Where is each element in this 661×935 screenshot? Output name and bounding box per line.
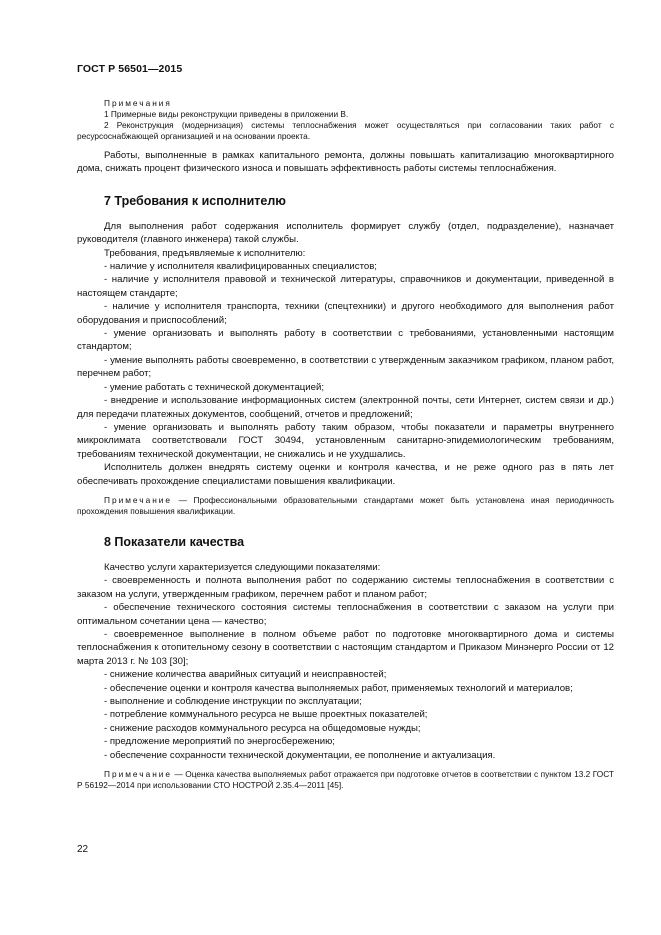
page-content (77, 98, 614, 791)
notes-block (77, 98, 614, 120)
list-item: - выполнение и соблюдение инструкции по эксплуатации; (104, 696, 362, 707)
paragraph: Качество услуги характеризуется следующими показателями: (104, 561, 381, 573)
paragraph: Для выполнения работ содержания исполнитель формирует службу (отдел, подразделение), назначает руководителя (главного инженера) такой службы. (77, 220, 614, 246)
paragraph: Исполнитель должен внедрять систему оценки и контроля качества, и не реже одного раз в пять лет обеспечивать прохождение специалистами повышения квалификации. (77, 462, 614, 487)
list-item: - наличие у исполнителя транспорта, техники (спецтехники) и другого необходимого для выполнения работ оборудования и приспособлений; (77, 301, 614, 326)
section-8-body (77, 561, 614, 791)
intro-paragraph: Работы, выполненные в рамках капитального ремонта, должны повышать капитализацию многоквартирного дома, снижать процент физического износа и повышать эффективность работы системы теплоснабжения. (77, 150, 614, 175)
list-item: - умение организовать и выполнять работу таким образом, чтобы показатели и параметры внутреннего микроклимата соответствовали ГОСТ 30494, установленным санитарно-эпидемиологическим требованиям, требованиям технической документации, не снижались и не ухудшались. (77, 421, 614, 460)
section-7-body (77, 220, 614, 517)
section-8-note (77, 769, 614, 791)
notes-label: Примечания (104, 98, 172, 108)
list-item: - своевременное выполнение в полном объеме работ по подготовке многоквартирного дома и системы теплоснабжения к отопительному сезону в соответствии с настоящим стандартом и Приказом Минэнерго России от 12 марта 2013 г. № 103 [30]; (77, 628, 614, 667)
list-item: - снижение расходов коммунального ресурса на общедомовые нужды; (104, 722, 421, 734)
section-7-note (77, 495, 614, 517)
list-item: - предложение мероприятий по энергосбережению; (104, 736, 335, 748)
page-number: 22 (77, 844, 89, 855)
list-item: - умение организовать и выполнять работу в соответствии с требованиями, установленными настоящим стандартом; (77, 328, 614, 353)
list-item: - обеспечение технического состояния системы теплоснабжения в соответствии с заказом на услуги при оптимальном сочетании цена — качество; (77, 602, 614, 627)
list-item: - обеспечение сохранности технической документации, ее пополнение и актуализация. (104, 749, 496, 761)
list-item: - умение работать с технической документацией; (104, 381, 325, 393)
list-item: - обеспечение оценки и контроля качества выполняемых работ, применяемых технологий и материалов; (104, 682, 573, 694)
list-item: - умение выполнять работы своевременно, в соответствии с утвержденным заказчиком графиком, планом работ, перечнем работ; (77, 354, 614, 380)
list-item: - внедрение и использование информационных систем (электронной почты, сети Интернет, систем связи и др.) для передачи платежных документов, сообщений, отчетов и предложений; (77, 395, 614, 420)
section-8-title: 8 Показатели качества (104, 534, 245, 549)
list-item: - наличие у исполнителя правовой и технической литературы, справочников и документации, приведенной в настоящем стандарте; (77, 274, 614, 299)
note-item: 2 Реконструкция (модернизация) системы теплоснабжения может осуществляться при согласовании таких работ с ресурсоснабжающей организацией и на основании проекта. (77, 120, 614, 141)
section-7-title: 7 Требования к исполнителю (104, 193, 286, 208)
document-id-header: ГОСТ Р 56501—2015 (77, 63, 183, 75)
list-item: - потребление коммунального ресурса не выше проектных показателей; (104, 709, 428, 721)
note-label: Примечание (104, 769, 173, 780)
note-item: 1 Примерные виды реконструкции приведены в приложении В. (104, 109, 349, 119)
list-item: - наличие у исполнителя квалифицированных специалистов; (104, 261, 377, 273)
note-text: — Оценка качества выполняемых работ отражается при подготовке отчетов в соответствии с пунктом 13.2 ГОСТ Р 56192—2014 при использовании СТО НОСТРОЙ 2.35.4—2011 [45]. (77, 769, 614, 791)
paragraph: Требования, предъявляемые к исполнителю: (104, 247, 306, 259)
list-item: - снижение количества аварийных ситуаций и неисправностей; (104, 669, 387, 681)
list-item: - своевременность и полнота выполнения работ по содержанию системы теплоснабжения в соответствии с заказом на услуги, утвержденным графиком, перечнем работ и планом работ; (77, 575, 614, 600)
note-text: — Профессиональными образовательными стандартами может быть установлена иная периодичность прохождения повышения квалификации. (77, 494, 614, 516)
note-label: Примечание (104, 494, 173, 505)
